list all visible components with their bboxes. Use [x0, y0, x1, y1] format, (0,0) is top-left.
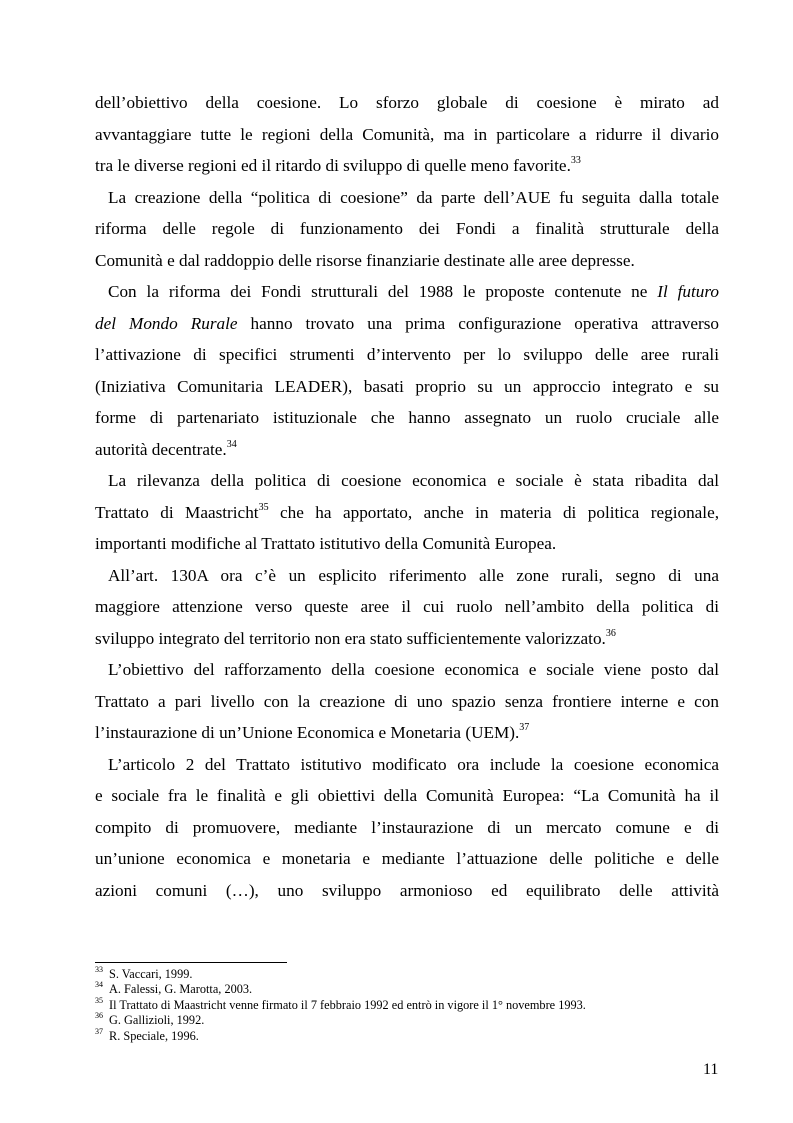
- text-line: [95, 812, 719, 844]
- text-line: [95, 308, 719, 340]
- text-run: azioni comuni (…), uno sviluppo armonioso ed equilibrato delle attività: [95, 880, 719, 900]
- text-line: [95, 591, 719, 623]
- body-text: [95, 87, 719, 906]
- footnote: [95, 964, 735, 982]
- paragraph: [95, 465, 719, 560]
- paragraph: [95, 182, 719, 277]
- text-run: forme di partenariato istituzionale che hanno assegnato un ruolo cruciale alle: [95, 408, 719, 427]
- text-line: [95, 402, 719, 434]
- footnote-number: 34: [95, 980, 103, 990]
- text-run: Comunità e dal raddoppio delle risorse finanziarie destinate alle aree depresse.: [95, 250, 635, 270]
- text-line: [95, 371, 719, 403]
- text-line: [95, 528, 719, 560]
- footnote-text: S. Vaccari, 1999.: [109, 967, 193, 981]
- text-line: [95, 182, 719, 214]
- footnote-text: Il Trattato di Maastricht venne firmato il 7 febbraio 1992 ed entrò in vigore il 1° novembre 1993.: [109, 997, 586, 1012]
- footnote-reference: 35: [258, 501, 269, 513]
- text-line: [95, 87, 719, 119]
- text-line: [95, 245, 719, 277]
- text-run: (Iniziativa Comunitaria LEADER), basati proprio su un approccio integrato e su: [95, 376, 719, 396]
- page-number: 11: [703, 1061, 719, 1078]
- text-run: Con la riforma dei Fondi strutturali del 1988 le proposte contenute ne: [108, 282, 658, 301]
- text-run: che ha apportato, anche in materia di politica regionale,: [268, 502, 719, 522]
- text-run: dell’obiettivo della coesione. Lo sforzo globale di coesione è mirato ad: [95, 93, 719, 112]
- footnote-text: A. Falessi, G. Marotta, 2003.: [109, 982, 253, 997]
- text-line: [95, 780, 719, 812]
- text-line: [95, 339, 719, 371]
- footnote-reference: 33: [570, 155, 581, 167]
- text-line: [95, 560, 719, 592]
- footnote-number: 36: [95, 1011, 103, 1021]
- text-run: avvantaggiare tutte le regioni della Comunità, ma in particolare a ridurre il divario: [95, 124, 719, 144]
- footnote: [95, 1026, 735, 1044]
- text-run: L’articolo 2 del Trattato istitutivo modificato ora include la coesione economica: [108, 754, 719, 774]
- text-run: compito di promuovere, mediante l’instaurazione di un mercato comune e di: [95, 817, 719, 837]
- text-run: La rilevanza della politica di coesione economica e sociale è stata ribadita dal: [108, 471, 719, 490]
- footnote: [95, 1013, 735, 1028]
- paragraph: [95, 560, 719, 655]
- text-run: importanti modifiche al Trattato istitutivo della Comunità Europea.: [95, 534, 557, 553]
- text-run: riforma delle regole di funzionamento dei Fondi a finalità strutturale della: [95, 219, 719, 238]
- text-line: [95, 119, 719, 151]
- text-line: [95, 497, 719, 529]
- text-run: All’art. 130A ora c’è un esplicito riferimento alle zone rurali, segno di una: [108, 565, 719, 585]
- text-line: [95, 749, 719, 781]
- text-line: [95, 276, 719, 308]
- text-line: [95, 465, 719, 497]
- text-run: autorità decentrate.: [95, 439, 227, 459]
- text-line: [95, 686, 719, 718]
- footnote-text: R. Speciale, 1996.: [109, 1028, 199, 1043]
- text-line: [95, 843, 719, 875]
- text-line: [95, 875, 719, 907]
- text-line: [95, 654, 719, 686]
- italic-title: del Mondo Rurale: [95, 313, 238, 333]
- paragraph: [95, 749, 719, 907]
- footnote: [95, 995, 735, 1013]
- text-line: [95, 623, 719, 655]
- text-run: l’attivazione di specifici strumenti d’intervento per lo sviluppo delle aree rurali: [95, 345, 719, 364]
- footnote-separator: [95, 962, 287, 963]
- text-run: maggiore attenzione verso queste aree il cui ruolo nell’ambito della politica di: [95, 597, 719, 616]
- footnote-number: 37: [95, 1026, 103, 1036]
- text-line: [95, 434, 719, 466]
- footnote-text: G. Gallizioli, 1992.: [109, 1013, 205, 1028]
- footnotes: [95, 964, 735, 1044]
- footnote: [95, 982, 735, 997]
- text-run: tra le diverse regioni ed il ritardo di sviluppo di quelle meno favorite.: [95, 156, 571, 175]
- text-run: Trattato a pari livello con la creazione di uno spazio senza frontiere interne e con: [95, 691, 719, 711]
- text-run: L’obiettivo del rafforzamento della coesione economica e sociale viene posto dal: [108, 660, 719, 679]
- paragraph: [95, 276, 719, 465]
- italic-title: Il futuro: [657, 282, 719, 301]
- text-run: hanno trovato una prima configurazione operativa attraverso: [237, 313, 719, 333]
- footnote-reference: 34: [226, 438, 237, 450]
- text-run: sviluppo integrato del territorio non era stato sufficientemente valorizzato.: [95, 628, 606, 648]
- footnote-number: 35: [95, 995, 103, 1005]
- paragraph: [95, 654, 719, 749]
- footnote-number: 33: [95, 964, 103, 974]
- footnote-reference: 36: [605, 627, 616, 639]
- text-run: Trattato di Maastricht: [95, 502, 259, 522]
- text-line: [95, 717, 719, 749]
- text-run: l’instaurazione di un’Unione Economica e Monetaria (UEM).: [95, 723, 520, 742]
- text-line: [95, 150, 719, 182]
- text-run: La creazione della “politica di coesione” da parte dell’AUE fu seguita dalla totale: [108, 187, 719, 207]
- text-line: [95, 213, 719, 245]
- text-run: un’unione economica e monetaria e mediante l’attuazione delle politiche e delle: [95, 849, 719, 868]
- footnote-reference: 37: [519, 722, 530, 734]
- text-run: e sociale fra le finalità e gli obiettivi della Comunità Europea: “La Comunità ha il: [95, 786, 719, 805]
- paragraph: [95, 87, 719, 182]
